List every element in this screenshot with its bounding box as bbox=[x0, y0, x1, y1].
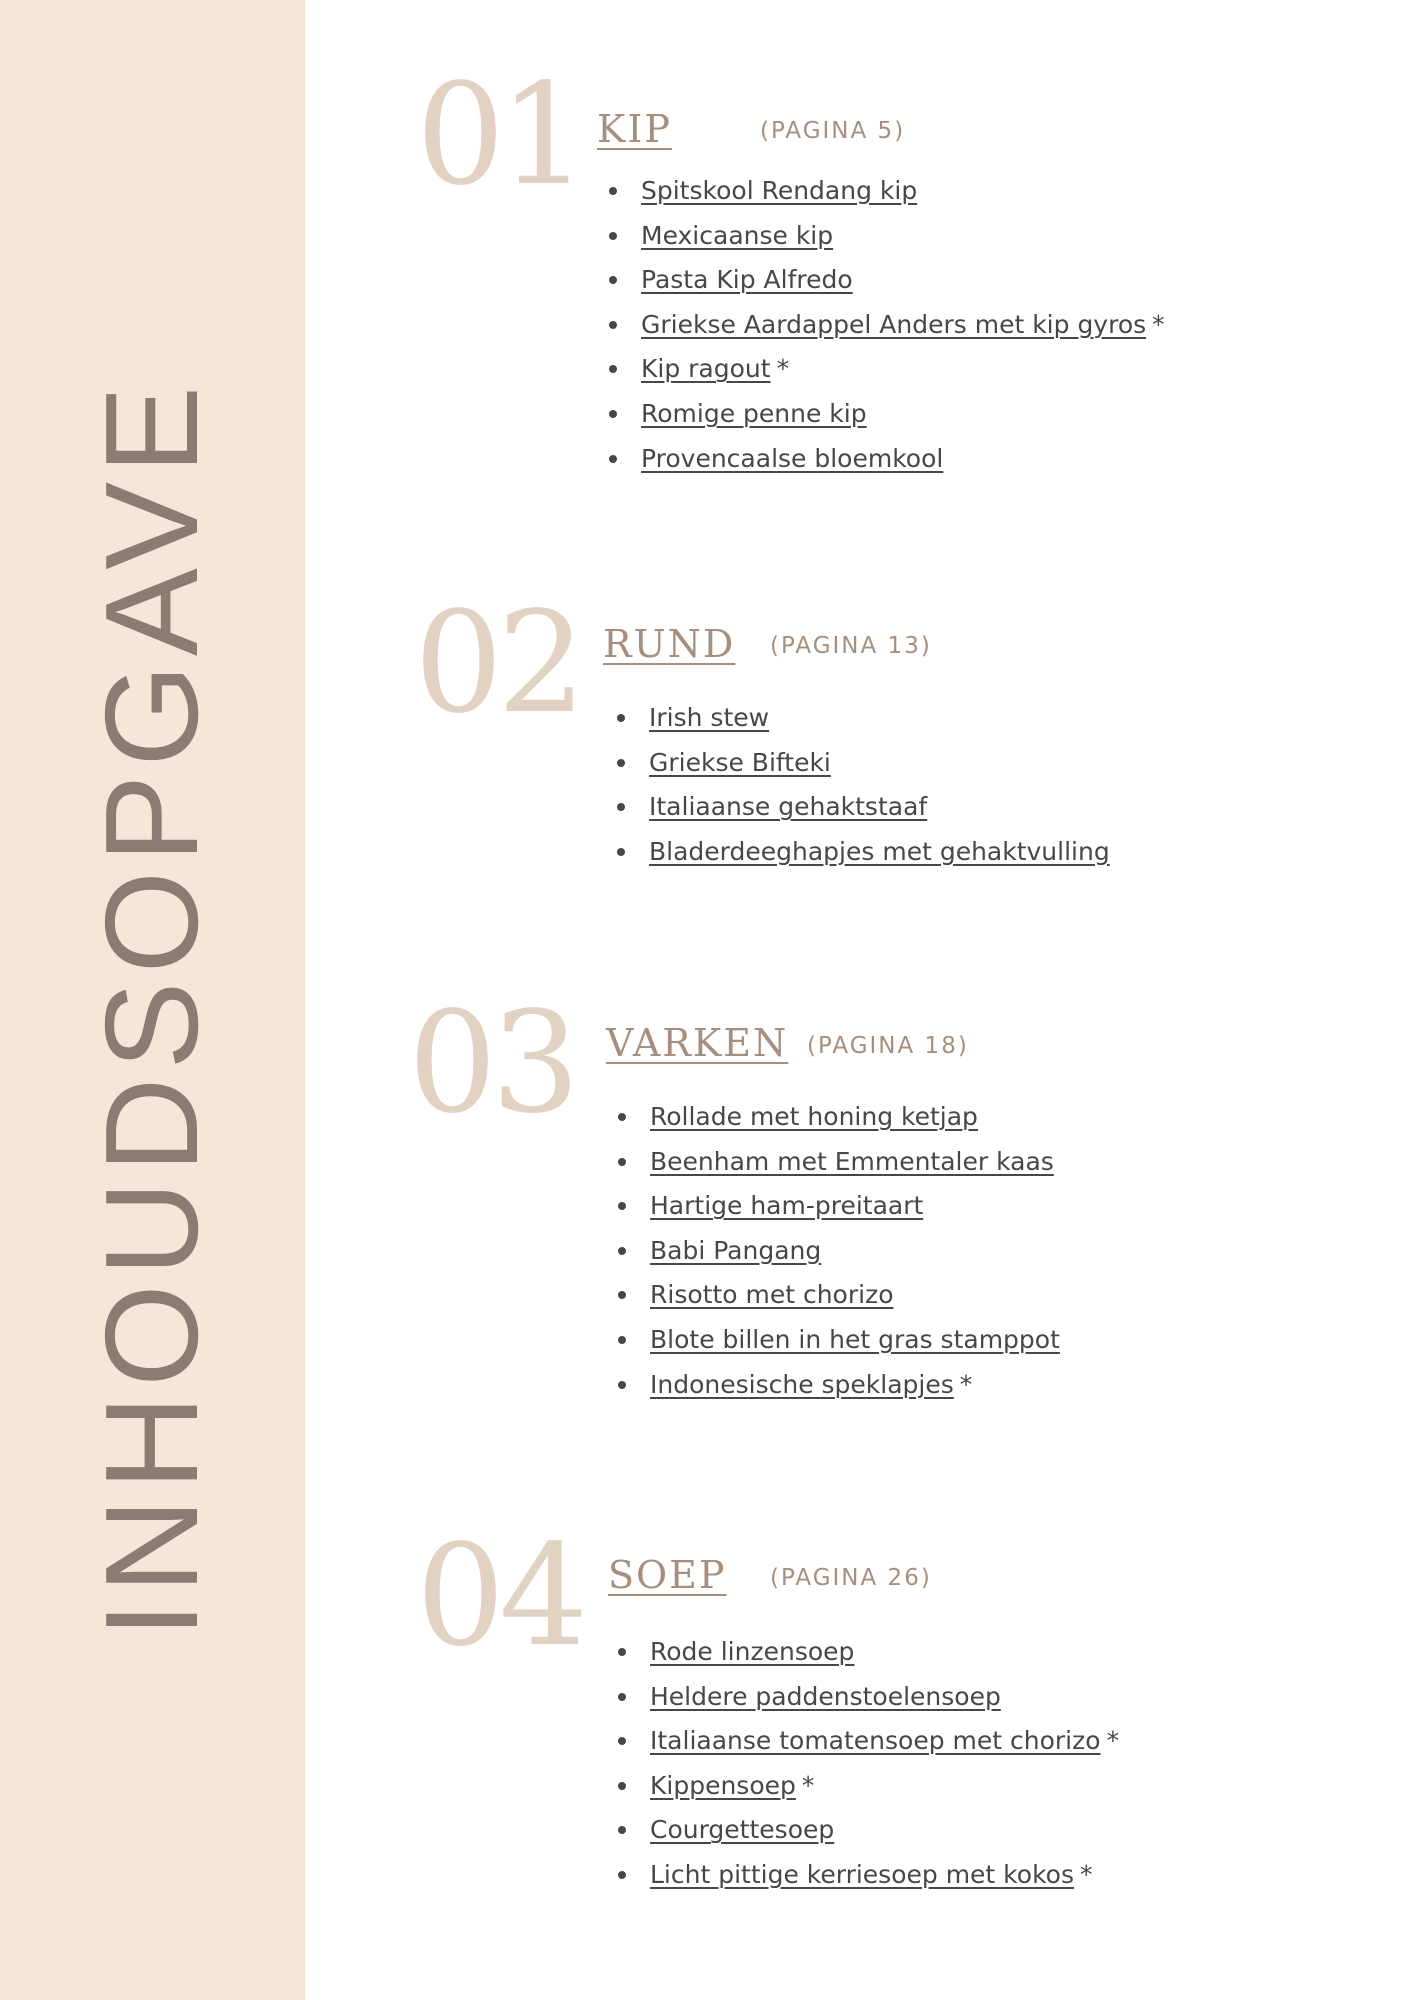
recipe-list bbox=[618, 1637, 1119, 1905]
list-item bbox=[609, 265, 1165, 310]
recipe-link[interactable]: Spitskool Rendang kip bbox=[641, 176, 918, 205]
recipe-link[interactable]: Provencaalse bloemkool bbox=[641, 443, 944, 473]
recipe-marker: * bbox=[1079, 1859, 1093, 1889]
recipe-link[interactable]: Indonesische speklapjes bbox=[650, 1369, 954, 1399]
section-number: 02 bbox=[414, 582, 581, 745]
list-item bbox=[618, 1325, 1066, 1370]
list-item bbox=[617, 837, 1116, 882]
recipe-link[interactable]: Italiaanse tomatensoep met chorizo bbox=[650, 1726, 1101, 1756]
list-item bbox=[618, 1726, 1119, 1771]
bullet-icon bbox=[609, 321, 617, 329]
bullet-icon bbox=[618, 1737, 626, 1745]
recipe-list bbox=[618, 1102, 1066, 1414]
bullet-icon bbox=[618, 1202, 626, 1210]
recipe-link[interactable]: Babi Pangang bbox=[650, 1235, 822, 1265]
bullet-icon bbox=[609, 232, 617, 240]
bullet-icon bbox=[618, 1782, 626, 1790]
bullet-icon bbox=[617, 803, 625, 811]
list-item bbox=[609, 444, 1165, 489]
sidebar bbox=[0, 0, 305, 2000]
list-item bbox=[618, 1771, 1119, 1816]
list-item bbox=[609, 176, 1165, 221]
section-number: 03 bbox=[408, 982, 575, 1145]
recipe-link[interactable]: Bladerdeeghapjes met gehaktvulling bbox=[649, 836, 1110, 866]
list-item bbox=[618, 1637, 1119, 1682]
section-page-ref: (PAGINA 13) bbox=[770, 633, 932, 659]
list-item bbox=[617, 703, 1116, 748]
list-item bbox=[618, 1191, 1066, 1236]
recipe-link[interactable]: Risotto met chorizo bbox=[650, 1280, 894, 1310]
recipe-list bbox=[617, 703, 1116, 881]
page-title: INHOUDSOPGAVE bbox=[78, 377, 225, 1639]
bullet-icon bbox=[609, 187, 617, 195]
bullet-icon bbox=[618, 1871, 626, 1879]
bullet-icon bbox=[618, 1336, 626, 1344]
bullet-icon bbox=[617, 714, 625, 722]
section-heading-link[interactable]: KIP bbox=[597, 107, 672, 151]
list-item bbox=[618, 1280, 1066, 1325]
recipe-link[interactable]: Courgettesoep bbox=[650, 1815, 835, 1845]
list-item bbox=[618, 1682, 1119, 1727]
bullet-icon bbox=[609, 410, 617, 418]
bullet-icon bbox=[618, 1826, 626, 1834]
bullet-icon bbox=[618, 1291, 626, 1299]
recipe-link[interactable]: Griekse Bifteki bbox=[649, 747, 831, 777]
bullet-icon bbox=[618, 1693, 626, 1701]
bullet-icon bbox=[618, 1648, 626, 1656]
recipe-marker: * bbox=[1152, 309, 1165, 339]
list-item bbox=[618, 1236, 1066, 1281]
bullet-icon bbox=[609, 276, 617, 284]
recipe-link[interactable]: Romige penne kip bbox=[641, 398, 867, 428]
recipe-marker: * bbox=[801, 1770, 815, 1800]
section-number: 01 bbox=[416, 54, 583, 217]
recipe-link[interactable]: Griekse Aardappel Anders met kip gyros bbox=[641, 309, 1147, 339]
section-page-ref: (PAGINA 5) bbox=[760, 118, 906, 144]
list-item bbox=[618, 1815, 1119, 1860]
section-heading-link[interactable]: SOEP bbox=[608, 1553, 727, 1597]
bullet-icon bbox=[609, 455, 617, 463]
recipe-link[interactable]: Heldere paddenstoelensoep bbox=[650, 1681, 1001, 1711]
bullet-icon bbox=[618, 1247, 626, 1255]
list-item bbox=[617, 792, 1116, 837]
recipe-link[interactable]: Irish stew bbox=[649, 703, 770, 732]
recipe-link[interactable]: Hartige ham-preitaart bbox=[650, 1191, 924, 1221]
list-item bbox=[617, 748, 1116, 793]
bullet-icon bbox=[618, 1113, 626, 1121]
recipe-link[interactable]: Mexicaanse kip bbox=[641, 220, 834, 250]
recipe-link[interactable]: Licht pittige kerriesoep met kokos bbox=[650, 1859, 1074, 1889]
recipe-link[interactable]: Beenham met Emmentaler kaas bbox=[650, 1146, 1054, 1176]
recipe-marker: * bbox=[1106, 1726, 1120, 1756]
bullet-icon bbox=[617, 848, 625, 856]
bullet-icon bbox=[609, 365, 617, 373]
list-item bbox=[609, 399, 1165, 444]
bullet-icon bbox=[617, 759, 625, 767]
section-heading-link[interactable]: VARKEN bbox=[606, 1021, 789, 1065]
recipe-link[interactable]: Kippensoep bbox=[650, 1770, 796, 1800]
list-item bbox=[609, 221, 1165, 266]
bullet-icon bbox=[618, 1158, 626, 1166]
recipe-marker: * bbox=[959, 1369, 973, 1399]
list-item bbox=[618, 1102, 1066, 1147]
recipe-link[interactable]: Italiaanse gehaktstaaf bbox=[649, 792, 928, 822]
section-page-ref: (PAGINA 26) bbox=[770, 1565, 932, 1591]
recipe-link[interactable]: Kip ragout bbox=[641, 354, 771, 384]
list-item bbox=[618, 1147, 1066, 1192]
list-item bbox=[618, 1860, 1119, 1905]
section-number: 04 bbox=[416, 1515, 583, 1678]
recipe-link[interactable]: Rollade met honing ketjap bbox=[650, 1102, 978, 1131]
recipe-link[interactable]: Pasta Kip Alfredo bbox=[641, 265, 853, 295]
list-item bbox=[609, 310, 1165, 355]
recipe-list bbox=[609, 176, 1165, 488]
section-heading-link[interactable]: RUND bbox=[603, 622, 736, 666]
list-item bbox=[609, 354, 1165, 399]
recipe-link[interactable]: Rode linzensoep bbox=[650, 1637, 855, 1666]
recipe-link[interactable]: Blote billen in het gras stamppot bbox=[650, 1324, 1060, 1354]
section-page-ref: (PAGINA 18) bbox=[807, 1033, 969, 1059]
list-item bbox=[618, 1370, 1066, 1415]
bullet-icon bbox=[618, 1381, 626, 1389]
recipe-marker: * bbox=[776, 354, 790, 384]
